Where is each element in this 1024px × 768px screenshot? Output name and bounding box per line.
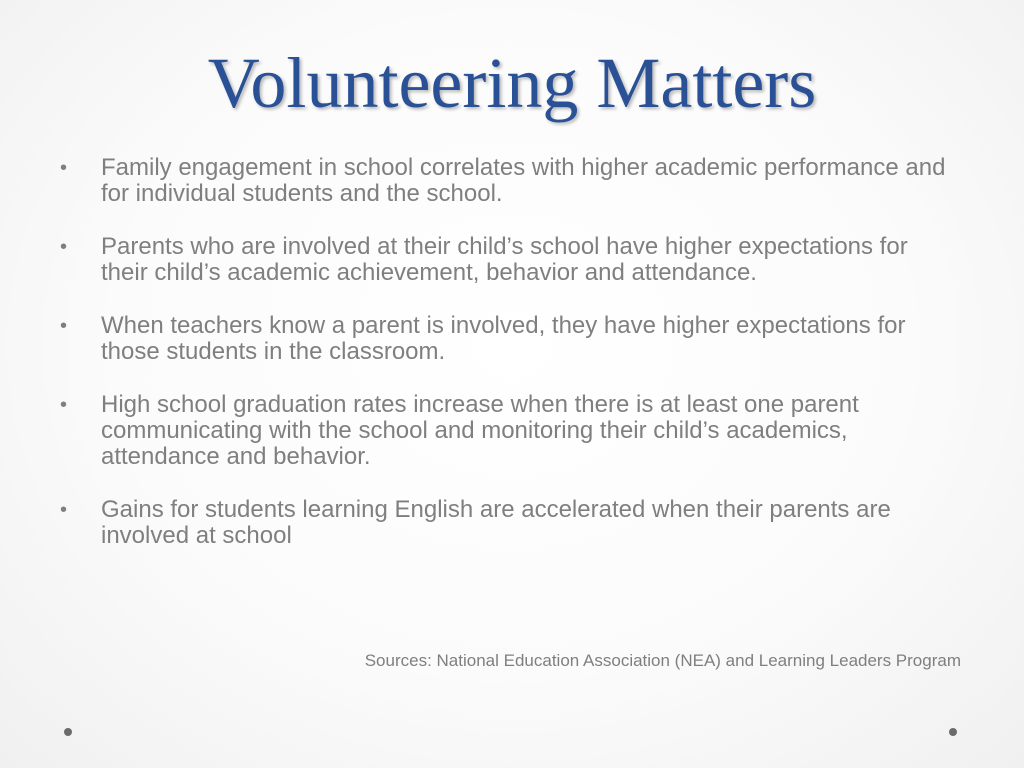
bullet-icon: • — [60, 157, 68, 179]
bullet-text: Gains for students learning English are accelerated when their parents are involved at school — [101, 496, 891, 549]
bullet-item — [60, 234, 960, 286]
bullet-item — [60, 497, 960, 549]
bullet-text: Family engagement in school correlates with higher academic performance and for individual students and the school. — [101, 154, 946, 207]
bullet-text: High school graduation rates increase when there is at least one parent communicating with the school and monitoring their child’s academics, attendance and behavior. — [101, 391, 859, 470]
bullet-item — [60, 155, 960, 207]
bullet-list — [60, 155, 960, 576]
slide-title: Volunteering Matters — [207, 43, 817, 123]
bullet-icon: • — [60, 236, 68, 258]
bullet-icon: • — [60, 394, 68, 416]
corner-dot-icon — [64, 728, 72, 736]
bullet-item — [60, 313, 960, 365]
bullet-text: When teachers know a parent is involved, they have higher expectations for those students in the classroom. — [101, 312, 906, 365]
bullet-item — [60, 392, 960, 470]
corner-dot-icon — [949, 728, 957, 736]
bullet-icon: • — [60, 315, 68, 337]
sources-citation: Sources: National Education Association (NEA) and Learning Leaders Program — [364, 651, 961, 670]
bullet-text: Parents who are involved at their child’s school have higher expectations for their child’s academic achievement, behavior and attendance. — [101, 233, 908, 286]
bullet-icon: • — [60, 499, 68, 521]
